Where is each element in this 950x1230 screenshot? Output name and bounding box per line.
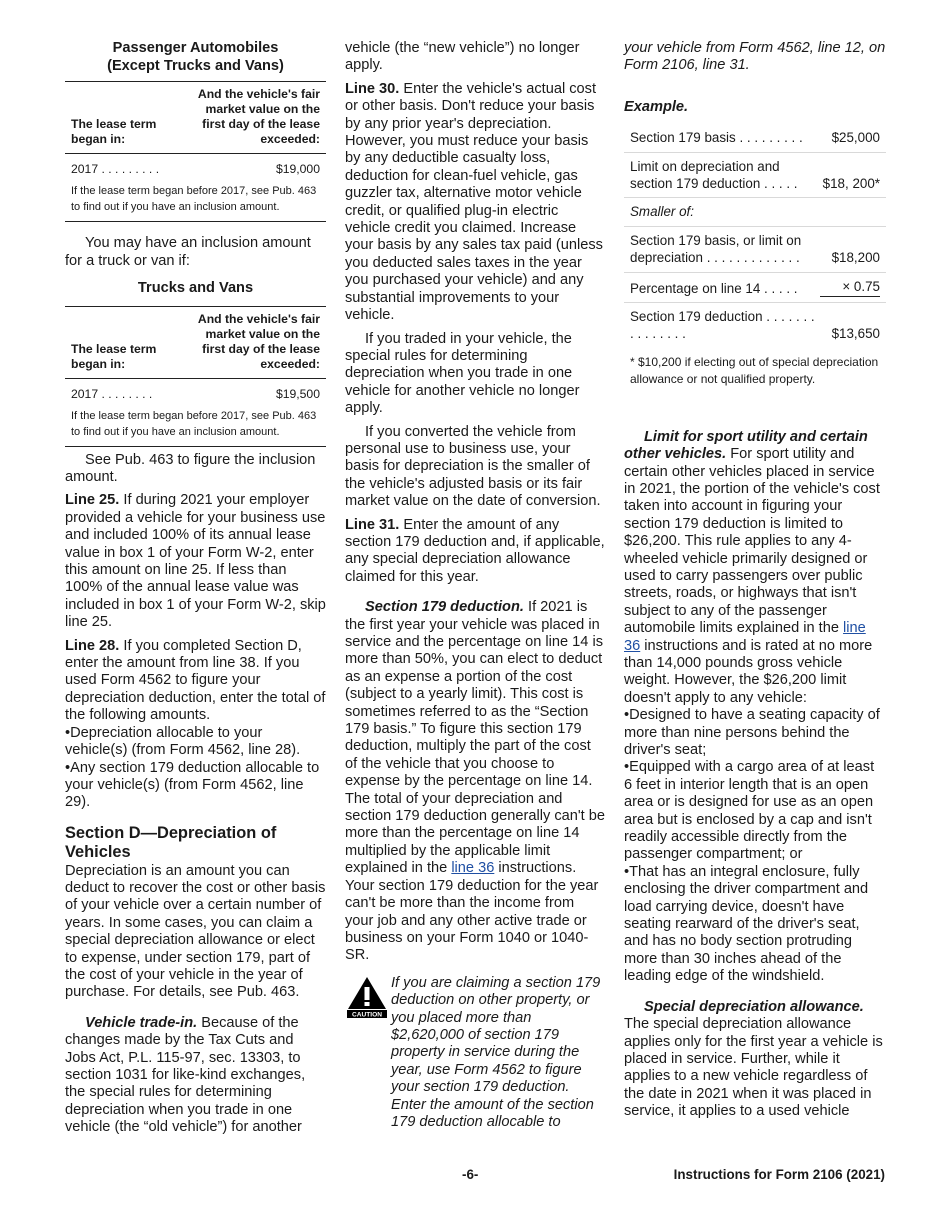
caution-label: CAUTION (351, 1011, 383, 1019)
section-d-paragraph: Depreciation is an amount you can deduct to recover the cost or other basis of your vehicle over a certain number of years. In some cases, you can claim a special depreciation allowance or elect to expense, under section 179, part of the cost of your vehicle in the year of purchase. For details, see Pub. 463. (65, 862, 326, 1001)
example-title: Example. (624, 98, 689, 115)
table-row: 2017 . . . . . . . . $19,500 (71, 386, 320, 401)
bullet-icon: • (65, 724, 71, 741)
table-row: Percentage on line 14 . . . . . × 0.75 (624, 272, 886, 302)
line36-link[interactable]: line 36 (451, 860, 495, 877)
column-2 (345, 40, 605, 1131)
bullet-icon: • (624, 759, 630, 776)
line30-paragraph: Line 30. Enter the vehicle's actual cost or other basis. Don't reduce your basis by any prior year's depreciation. However, you must reduce your basis by any deductible casualty loss, deduction for clean-fuel vehicle, gas guzzler tax, alternative motor vehicle credit, or qualified plug-in electric vehicle credit you claimed. Increase your basis by any sales tax paid (unless you deducted sales taxes in the year you purchased your vehicle) and any substantial improvements to your vehicle. (345, 80, 603, 324)
caution-text: If you are claiming a section 179 deduction on other property, or you placed more than $2,620,000 of section 179 property in service during the year, use Form 4562 to figure your section 179 deduction. Enter the amount of the section 179 deduction allocable to (391, 974, 601, 1130)
table-note: If the lease term began before 2017, see Pub. 463 to find out if you have an inclusion amount. (71, 185, 317, 214)
suv-heading: Limit for sport utility and certain other vehicles. (624, 428, 868, 463)
bullet-icon: • (624, 707, 630, 724)
see-pub-paragraph: See Pub. 463 to figure the inclusion amount. (65, 451, 316, 485)
line36-link[interactable]: line 36 (624, 620, 866, 654)
line25-paragraph: Line 25. If during 2021 your employer provided a vehicle for your business use and included 100% of its annual lease value in box 1 of your Form W-2, enter this amount on line 25. If less than 100% of the annual lease value was included in box 1 of your Form W-2, skip line 25. (65, 492, 326, 631)
list-item: •Equipped with a cargo area of at least 6 feet in interior length that is an open area or is designed for use as an open area but is enclosed by a cap and isn't readily accessible directly from the passenger compartment; or (624, 759, 875, 863)
traded-paragraph: If you traded in your vehicle, the special rules for determining depreciation when you trade in one vehicle for another vehicle no longer apply. (345, 330, 580, 417)
lease-term-header: The lease term began in: (71, 117, 157, 147)
list-item: •Designed to have a seating capacity of more than nine persons behind the driver's seat; (624, 707, 880, 758)
bullet-icon: • (65, 759, 71, 776)
table-row: Section 179 basis, or limit on depreciation . . . . . . . . . . . . . $18,200 (624, 226, 886, 272)
section-d-heading: Section D—Depreciation of Vehicles (65, 823, 277, 862)
trade-in-paragraph: Vehicle trade-in. Because of the changes made by the Tax Cuts and Jobs Act, P.L. 115-97, sec. 13303, to section 1031 for like-kind exchanges, the special rules for determining depreciation when you trade in one vehicle (the “old vehicle”) for another (65, 1014, 306, 1136)
line31-heading: Line 31. (345, 516, 400, 533)
table-header (65, 307, 326, 379)
list-item: •Depreciation allocable to your vehicle(s) (from Form 4562, line 28). (65, 724, 301, 759)
truck-intro: You may have an inclusion amount for a truck or van if: (65, 235, 311, 269)
pa-table-title: Passenger Automobiles (Except Trucks and Vans) (107, 40, 284, 74)
caution-icon (345, 975, 391, 1132)
table-row: Smaller of: (624, 197, 886, 225)
year-cell: 2017 (71, 386, 99, 401)
column-3 (624, 40, 886, 1121)
trade-in-heading: Vehicle trade-in. (85, 1014, 198, 1031)
table-row: Section 179 deduction . . . . . . . . . . . . . . . $13,650 (624, 302, 886, 348)
page-number: -6- (462, 1167, 479, 1182)
table-row: Limit on depreciation and section 179 deduction . . . . . $18, 200* (624, 152, 886, 198)
table-row: 2017 . . . . . . . . . $19,000 (71, 162, 320, 177)
continued-caution: your vehicle from Form 4562, line 12, on Form 2106, line 31. (624, 40, 886, 74)
line30-heading: Line 30. (345, 80, 400, 97)
bullet-icon: • (624, 863, 630, 880)
value-cell: $19,000 (275, 162, 320, 177)
fmv-header: And the vehicle's fair market value on the first day of the lease exceeded: (197, 87, 320, 147)
list-item: •Any section 179 deduction allocable to your vehicle(s) (from Form 4562, line 29). (65, 759, 320, 811)
line28-paragraph: Line 28. If you completed Section D, enter the amount from line 38. If you used Form 4562 to figure your depreciation deduction, enter the total of the following amounts. (65, 637, 326, 724)
value-cell: $19,500 (275, 386, 320, 401)
year-cell: 2017 (71, 162, 99, 177)
special-depreciation-paragraph: Special depreciation allowance. The special depreciation allowance applies only for the first year a vehicle is placed in service. Further, while it applies to a new vehicle regardless of the date in 2021 when it was placed in service, it applies to a used vehicle (624, 998, 883, 1120)
table-note: If the lease term began before 2017, see Pub. 463 to find out if you have an inclusion amount. (71, 409, 317, 438)
column-1 (65, 40, 326, 1137)
example-footnote: * $10,200 if electing out of special depreciation allowance or not qualified property. (630, 354, 879, 387)
list-item: •That has an integral enclosure, fully enclosing the driver compartment and load carrying device, doesn't have seating rearward of the driver's seat, and has no body section protruding more than 30 inches ahead of the leading edge of the windshield. (624, 863, 869, 985)
example-table (624, 124, 886, 388)
line31-paragraph: Line 31. Enter the amount of any section 179 deduction and, if applicable, any special depreciation allowance claimed for this year. (345, 516, 605, 585)
form-name: Instructions for Form 2106 (2021) (673, 1167, 885, 1182)
table-header (65, 82, 326, 154)
section179-heading: Section 179 deduction. (365, 599, 524, 616)
line25-heading: Line 25. (65, 492, 120, 509)
passenger-auto-table (65, 81, 326, 222)
caution-box (345, 975, 605, 1132)
fmv-header: And the vehicle's fair market value on the first day of the lease exceeded: (197, 311, 320, 371)
section179-paragraph: Section 179 deduction. If 2021 is the first year your vehicle was placed in service and the percentage on line 14 is more than 50%, you can elect to deduct as an expense a portion of the cost (subject to a yearly limit). This cost is sometimes referred to as the “Section 179 basis.” To figure this section 179 deduction, multiply the part of the cost of the vehicle that you choose to expense by the percentage on line 14. The total of your depreciation and section 179 deduction generally can't be more than the percentage on line 14 multiplied by the applicable limit explained in the line 36 instructions. Your section 179 deduction for the year can't be more than the income from your job and any other active trade or business on your Form 1040 or 1040-SR. (345, 599, 605, 964)
continued-paragraph: vehicle (the “new vehicle”) no longer apply. (345, 40, 580, 74)
lease-term-header: The lease term began in: (71, 341, 157, 371)
special-depreciation-heading: Special depreciation allowance. (644, 998, 864, 1015)
suv-paragraph: Limit for sport utility and certain other vehicles. For sport utility and certain other vehicles placed in service in 2021, the portion of the vehicle's cost taken into account in figuring your section 179 deduction is limited to $26,200. This rule applies to any 4-wheeled vehicle primarily designed or used to carry passengers over public streets, roads, or highways that isn't subject to any of the passenger automobile limits explained in the line 36 instructions and is rated at no more than 14,000 pounds gross vehicle weight. However, the $26,200 limit doesn't apply to any vehicle: (624, 428, 880, 706)
converted-paragraph: If you converted the vehicle from personal use to business use, your basis for depreciation is the smaller of the vehicle's adjusted basis or its fair market value on the date of conversion. (345, 423, 601, 510)
trucks-vans-table (65, 306, 326, 447)
line28-heading: Line 28. (65, 637, 120, 654)
tv-table-title: Trucks and Vans (137, 280, 254, 296)
table-row: Section 179 basis . . . . . . . . . $25,000 (630, 130, 880, 146)
